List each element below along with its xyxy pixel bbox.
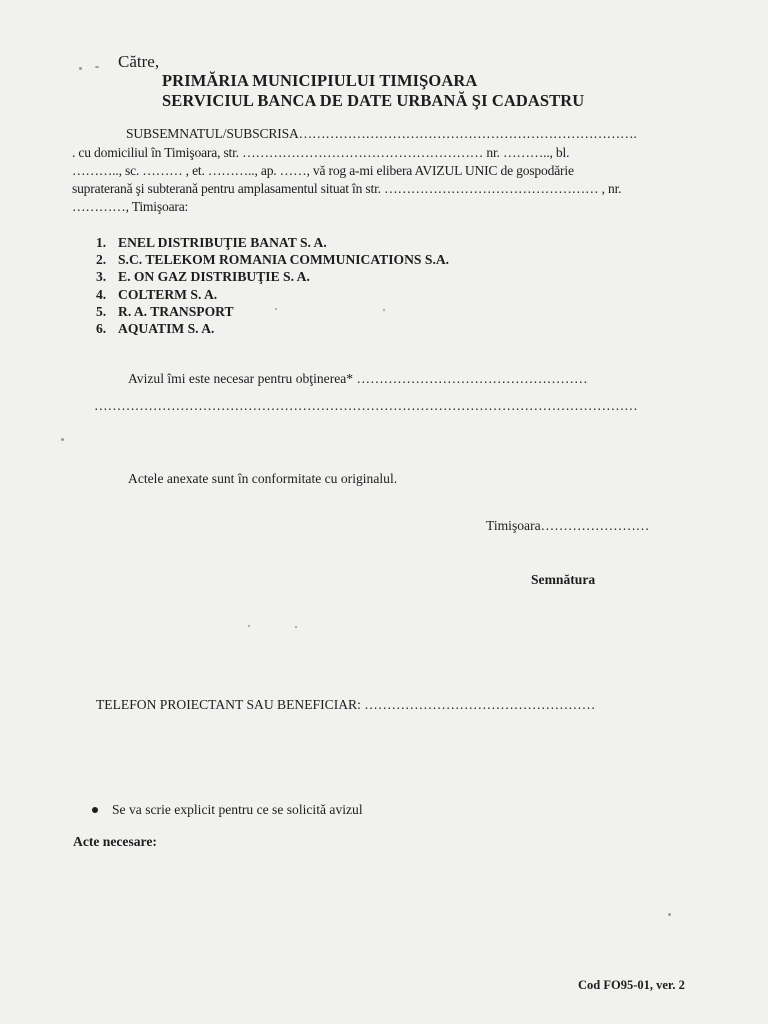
greeting: Către, <box>118 52 160 71</box>
scan-speck <box>275 308 277 310</box>
scan-speck <box>295 626 297 628</box>
list-item <box>96 303 449 320</box>
list-item-name: COLTERM S. A. <box>118 286 218 302</box>
list-item-name: R. A. TRANSPORT <box>118 303 234 319</box>
location-city-line: …………, Timişoara: <box>72 199 189 214</box>
scan-speck <box>668 913 671 916</box>
location-line: suprateranǎ şi subteranǎ pentru amplasamentul situat în str. ………………………………………… , nr. <box>72 181 622 196</box>
scan-speck <box>95 66 99 68</box>
list-item <box>96 251 449 268</box>
list-item-name: E. ON GAZ DISTRIBUŢIE S. A. <box>118 269 310 285</box>
list-item <box>96 234 449 251</box>
form-code: Cod FO95-01, ver. 2 <box>578 978 685 992</box>
list-item-name: S.C. TELEKOM ROMANIA COMMUNICATIONS S.A. <box>118 252 450 268</box>
address-detail-line: ……….., sc. ……… , et. ……….., ap. ……, vă rog a-mi elibera AVIZUL UNIC de gospodărie <box>72 163 574 178</box>
footnote-text: Se va scrie explicit pentru ce se solicitǎ avizul <box>112 802 363 817</box>
list-item-name: ENEL DISTRIBUŢIE BANAT S. A. <box>118 235 327 250</box>
annex-statement: Actele anexate sunt în conformitate cu originalul. <box>128 471 398 486</box>
scan-speck <box>79 67 82 70</box>
purpose-continuation-line: ………………………………………………………………………………………………………… <box>94 398 638 413</box>
list-item-number: 6. <box>96 320 107 336</box>
institution-department: SERVICIUL BANCA DE DATE URBANĂ ŞI CADASTRU <box>162 91 585 110</box>
place-date-line: Timişoara…………………… <box>486 518 650 533</box>
required-docs-label: Acte necesare: <box>73 834 157 849</box>
list-item-number: 1. <box>96 235 107 250</box>
list-item-number: 5. <box>96 303 107 319</box>
phone-line: TELEFON PROIECTANT SAU BENEFICIAR: …………………………………………… <box>96 697 596 712</box>
list-item-number: 2. <box>96 252 107 268</box>
bullet-icon <box>92 807 98 813</box>
purpose-line: Avizul îmi este necesar pentru obţinerea* …………………………………………… <box>128 371 588 386</box>
list-item <box>96 268 449 285</box>
signature-label: Semnătura <box>531 572 596 587</box>
list-item <box>96 286 449 303</box>
list-item-name: AQUATIM S. A. <box>118 320 215 336</box>
scan-speck <box>383 309 385 311</box>
recipients-list <box>96 234 449 337</box>
scan-speck <box>248 625 250 627</box>
list-item-number: 4. <box>96 286 107 302</box>
list-item <box>96 320 449 337</box>
institution-name: PRIMĂRIA MUNICIPIULUI TIMIŞOARA <box>162 71 478 90</box>
scan-speck <box>61 438 64 441</box>
address-line: . cu domiciliul în Timişoara, str. ……………………………………………… nr. ……….., bl. <box>72 145 570 160</box>
list-item-number: 3. <box>96 269 107 285</box>
applicant-name-line: SUBSEMNATUL/SUBSCRISA…………………………………………………………………. <box>126 126 637 141</box>
footnote <box>92 802 363 818</box>
